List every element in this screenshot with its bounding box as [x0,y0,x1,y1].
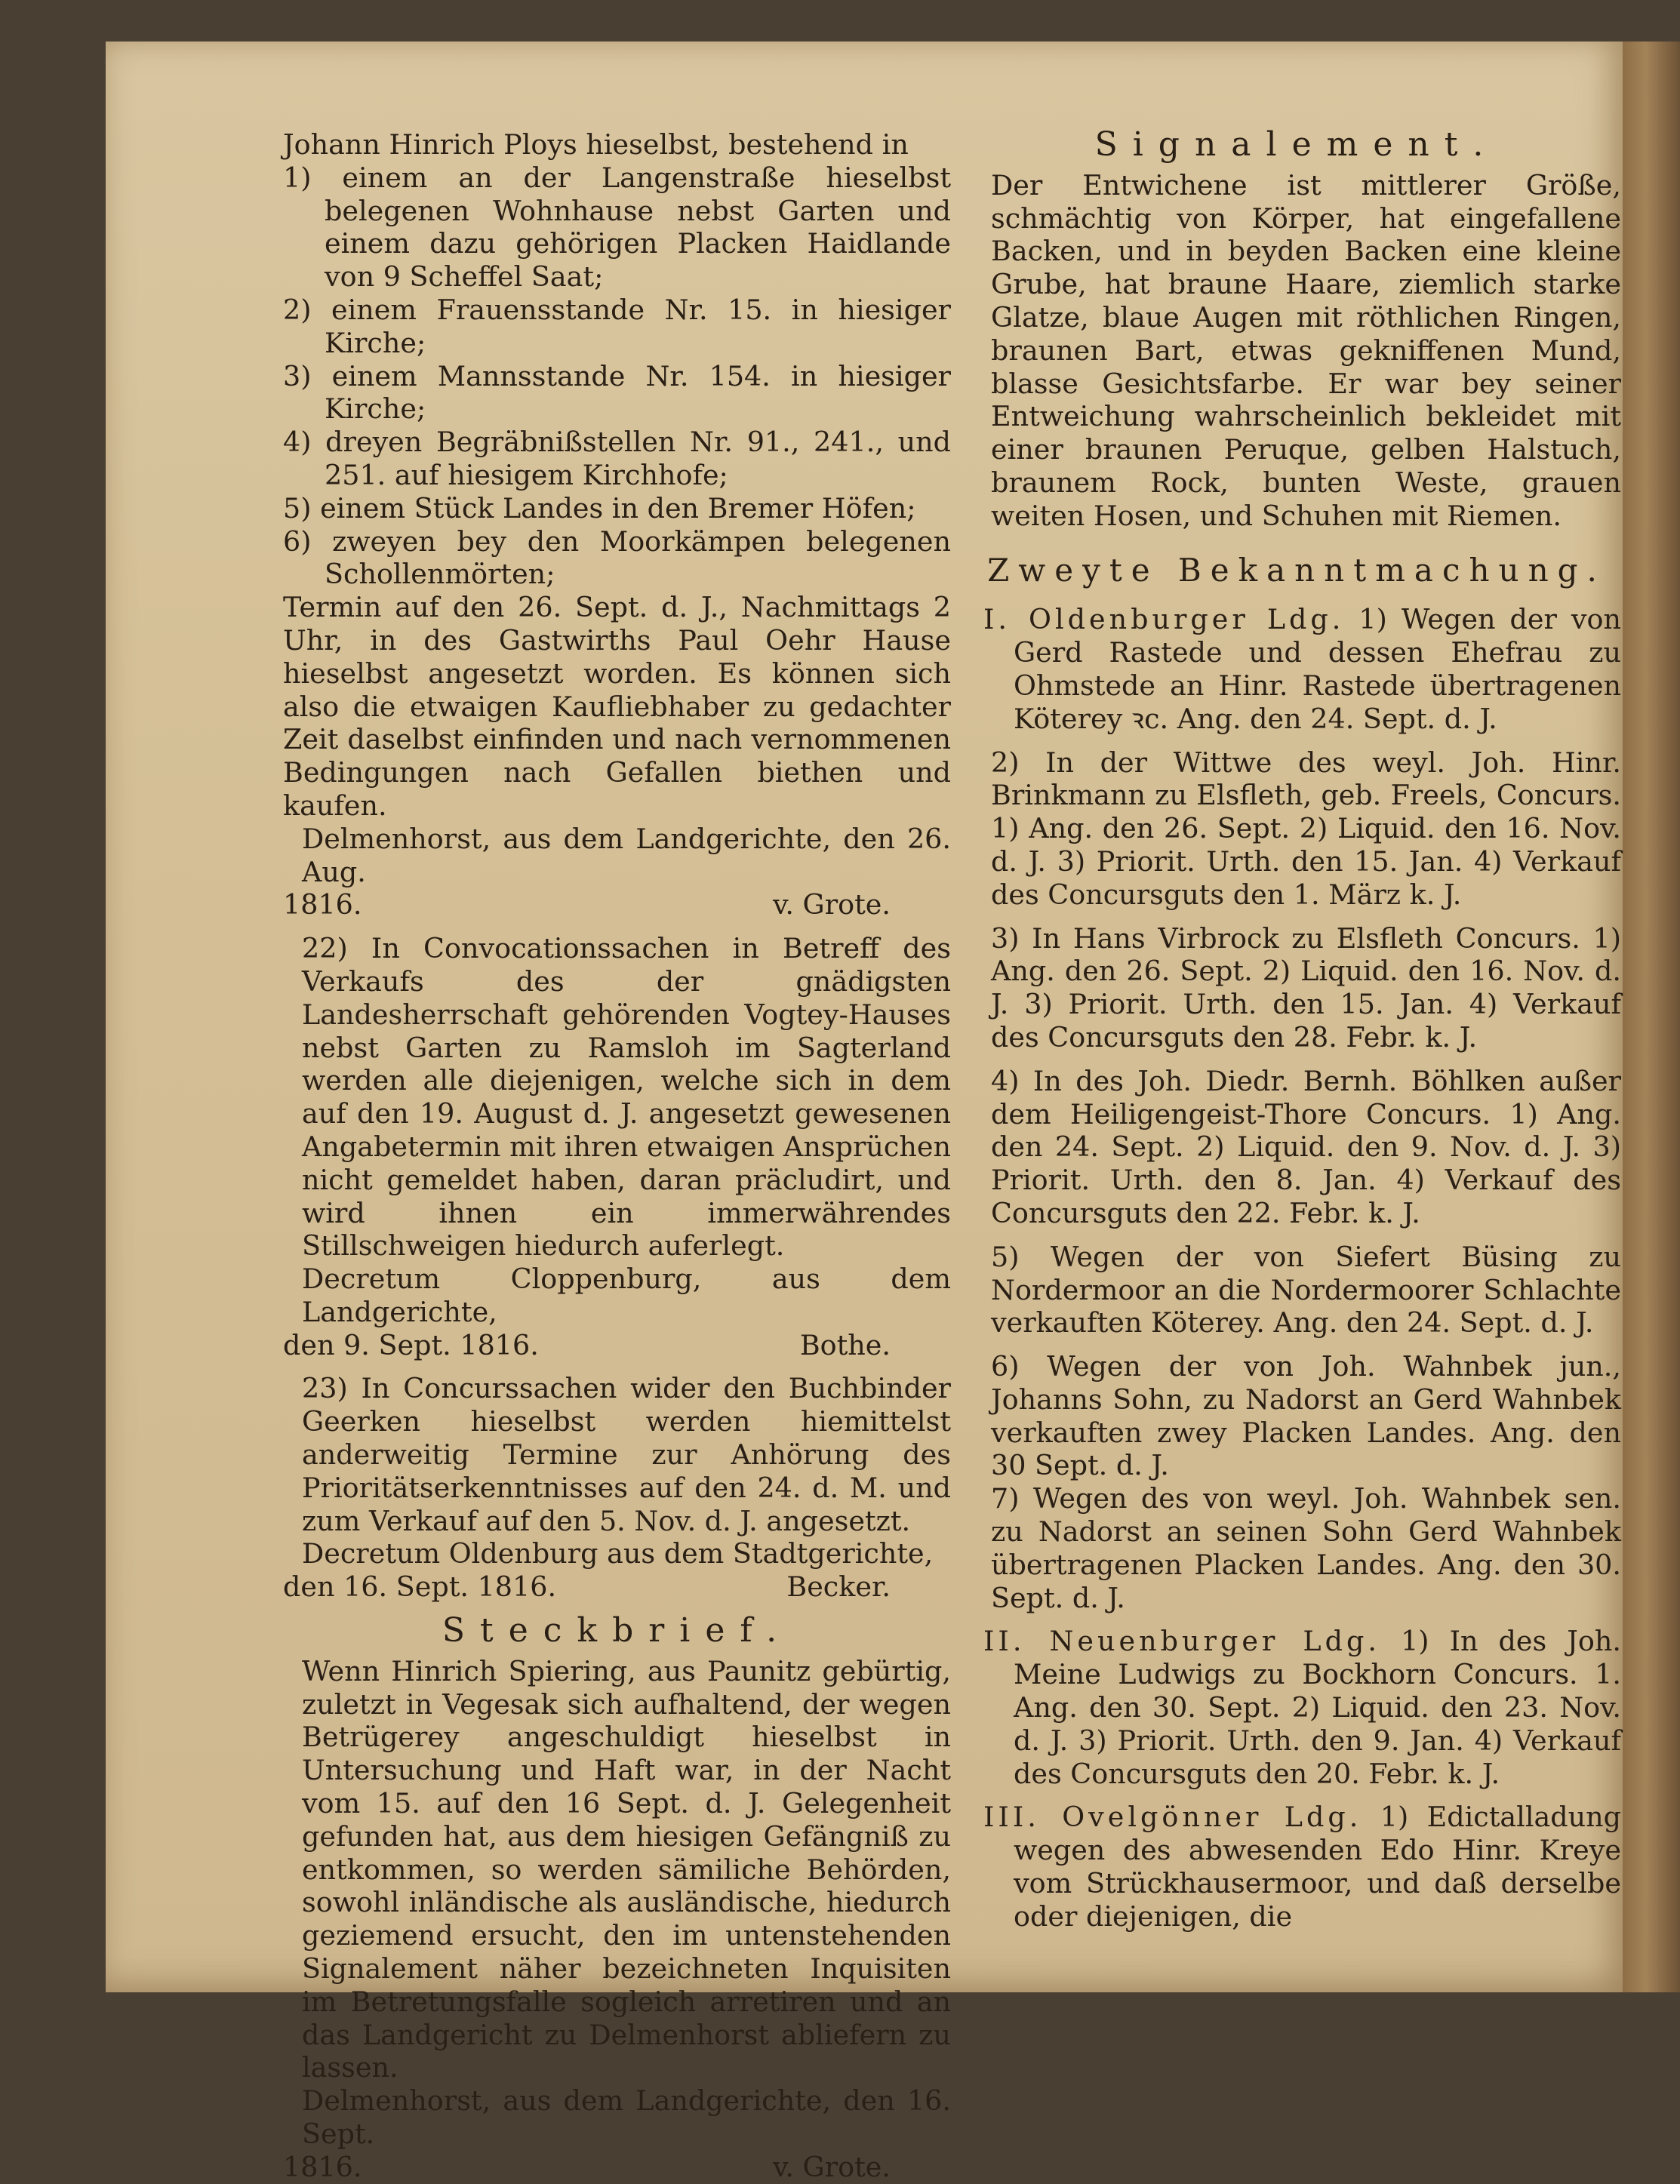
notice-22: 22) In Convocationssachen in Betreff des Verkaufs des der gnädigsten Landesherrschaft gehörenden Vogtey-Hauses nebst Garten zu Ramsloh im Sagterland werden alle diejenigen, welche sich in dem auf den 19. August d. J. angesetzt gewesenen Angabetermin mit ihren etwaigen Ansprüchen nicht gemeldet haben, daran präcludirt, und wird ihnen ein immerwährendes Stillschweigen hiedurch auferlegt. [302,932,951,1263]
page-edge [1623,42,1680,1992]
court-name: III. Ovelgönner Ldg. [983,1801,1362,1834]
list-item: 1) einem an der Langenstraße hieselbst belegenen Wohnhause nebst Garten und einem dazu gehörigen Placken Haidlande von 9 Scheffel Saat; [283,161,951,294]
entry: 7) Wegen des von weyl. Joh. Wahnbek sen. zu Nadorst an seinen Sohn Gerd Wahnbek übertragenen Placken Landes. Ang. den 30. Sept. d. J. [991,1482,1621,1614]
entry: 3) In Hans Virbrock zu Elsfleth Concurs. 1) Ang. den 26. Sept. 2) Liquid. den 16. Nov. d. J. 3) Priorit. Urth. den 15. Jan. 4) Verkauf des Concursguts den 28. Febr. k. J. [991,921,1621,1054]
zweyte-heading: Zweyte Bekanntmachung. [987,551,1606,589]
steckbrief-heading: Steckbrief. [442,1611,792,1650]
list-item: 4) dreyen Begräbnißstellen Nr. 91., 241., und 251. auf hiesigem Kirchhofe; [283,426,951,491]
notice-23: 23) In Concurssachen wider den Buchbinder Geerken hieselbst werden hiemittelst anderweitig Termine zur Anhörung des Prioritätserkenntnisses auf den 24. d. M. und zum Verkauf auf den 5. Nov. d. J. angesetzt. [302,1372,951,1537]
signature-name: v. Grote. [773,888,891,921]
court-section-1 [972,603,1621,735]
court-name: II. Neuenburger Ldg. [983,1625,1380,1658]
steckbrief-paragraph: Wenn Hinrich Spiering, aus Paunitz gebürtig, zuletzt in Vegesak sich aufhaltend, der wegen Betrügerey angeschuldigt hieselbst in Untersuchung und Haft war, in der Nacht vom 15. auf den 16 Sept. d. J. Gelegenheit gefunden hat, aus dem hiesigen Gefängniß zu entkommen, so werden sämiliche Behörden, sowohl inländische als ausländische, hiedurch geziemend ersucht, den im untenstehenden Signalement näher bezeichneten Inquisiten im Betretungsfalle sogleich arretiren und an das Landgericht zu Delmenhorst abliefern zu lassen. [302,1654,951,2084]
signature-line: Delmenhorst, aus dem Landgerichte, den 26. Aug. [302,822,951,888]
signature-date: den 9. Sept. 1816. [283,1328,539,1361]
list-item: 2) einem Frauensstande Nr. 15. in hiesiger Kirche; [283,293,951,359]
signature-name: Becker. [786,1570,891,1604]
list-item: 6) zweyen bey den Moorkämpen belegenen Schollenmörten; [283,524,951,591]
court-section-2 [972,1625,1621,1790]
right-column [972,125,1622,1933]
signalement-heading: Signalement. [1094,125,1499,164]
signature-row [283,1570,951,1604]
signature-year: 1816. [283,888,362,921]
list-item: 5) einem Stück Landes in den Bremer Höfen; [283,491,916,524]
signature-name: v. Grote. [773,2150,891,2183]
signalement-paragraph: Der Entwichene ist mittlerer Größe, schmächtig von Körper, hat eingefallene Backen, und in beyden Backen eine kleine Grube, hat braune Haare, ziemlich starke Glatze, blaue Augen mit röthlichen Ringen, braunen Bart, etwas gekniffenen Mund, blasse Gesichtsfarbe. Er war bey seiner Entweichung wahrscheinlich bekleidet mit einer braunen Peruque, gelben Halstuch, braunem Rock, bunten Weste, grauen weiten Hosen, und Schuhen mit Riemen. [991,168,1621,532]
court-name: I. Oldenburger Ldg. [983,603,1345,636]
list-item: 3) einem Mannsstande Nr. 154. in hiesiger Kirche; [283,359,951,426]
signature-year: 1816. [283,2150,362,2183]
entry: 4) In des Joh. Diedr. Bernh. Böhlken außer dem Heiligengeist-Thore Concurs. 1) Ang. den 24. Sept. 2) Liquid. den 9. Nov. d. J. 3) Priorit. Urth. den 8. Jan. 4) Verkauf des Concursguts den 22. Febr. k. J. [991,1064,1621,1229]
left-column [283,128,951,2184]
signature-date: den 16. Sept. 1816. [283,1570,557,1604]
signature-name: Bothe. [799,1328,891,1361]
intro-line: Johann Hinrich Ploys hieselbst, bestehend in [283,128,909,161]
entry: 5) Wegen der von Siefert Büsing zu Nordermoor an die Nordermoorer Schlachte verkauften Köterey. Ang. den 24. Sept. d. J. [991,1240,1621,1340]
signature-row [283,1329,951,1362]
entry-text: 1) In des Joh. Meine Ludwigs zu Bockhorn Concurs. 1. Ang. den 30. Sept. 2) Liquid. den 23. Nov. d. J. 3) Priorit. Urth. den 9. Jan. 4) Verkauf des Concursguts den 20. Febr. k. J. [1014,1625,1622,1790]
signature-row [283,2151,951,2184]
entry: 2) In der Wittwe des weyl. Joh. Hinr. Brinkmann zu Elsfleth, geb. Freels, Concurs. 1) Ang. den 26. Sept. 2) Liquid. den 16. Nov. d. J. 3) Priorit. Urth. den 15. Jan. 4) Verkauf des Concursguts den 1. März k. J. [991,746,1621,911]
entry-text: 1) Wegen der von Gerd Rastede und dessen Ehefrau zu Ohmstede an Hinr. Rastede übertragenen Köterey ꝛc. Ang. den 24. Sept. d. J. [1014,603,1621,735]
decretum-line: Decretum Oldenburg aus dem Stadtgerichte, [302,1537,934,1570]
termin-paragraph: Termin auf den 26. Sept. d. J., Nachmittags 2 Uhr, in des Gastwirths Paul Oehr Hause hieselbst angesetzt worden. Es können sich also die etwaigen Kaufliebhaber zu gedachter Zeit daselbst einfinden und nach vernommenen Bedingungen nach Gefallen biethen und kaufen. [283,591,951,822]
signature-line: Delmenhorst, aus dem Landgerichte, den 16. Sept. [302,2084,951,2151]
decretum-line: Decretum Cloppenburg, aus dem Landgerichte, [302,1263,951,1328]
entry: 6) Wegen der von Joh. Wahnbek jun., Johanns Sohn, zu Nadorst an Gerd Wahnbek verkauften zwey Placken Landes. Ang. den 30 Sept. d. J. [991,1350,1621,1482]
signature-row [283,888,951,921]
entry-text: 1) Edictalladung wegen des abwesenden Edo Hinr. Kreye vom Strückhausermoor, und daß derselbe oder diejenigen, die [1014,1801,1621,1933]
court-section-3 [972,1801,1621,1933]
